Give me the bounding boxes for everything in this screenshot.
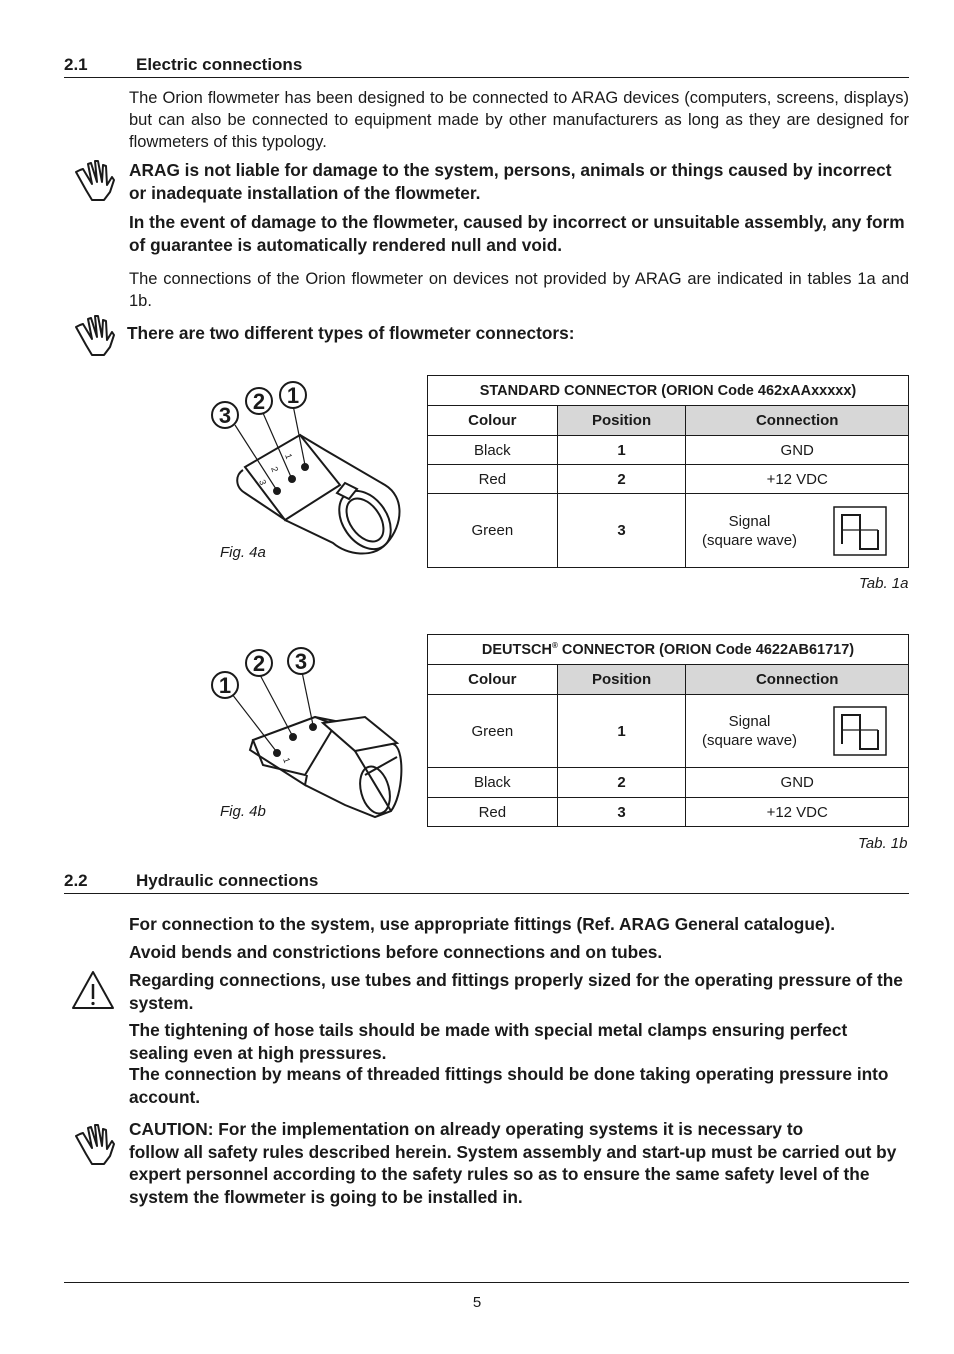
column-header-connection: Connection bbox=[686, 665, 909, 695]
caution-rest: follow all safety rules described herein. System assembly and start-up must be carried out by expert personnel according to the safety rules so as to ensure the same safety level of the system the flowmeter is going to be installed in. bbox=[129, 1141, 897, 1207]
standard-connector-table bbox=[427, 375, 909, 568]
pin-label-3: 3 bbox=[257, 478, 269, 487]
svg-text:2: 2 bbox=[252, 651, 266, 676]
caution-line-1: CAUTION: For the implementation on already operating systems it is necessary to bbox=[129, 1119, 804, 1139]
pin-label-2: 2 bbox=[269, 465, 281, 474]
cell-position: 3 bbox=[557, 798, 686, 827]
warning-triangle-icon bbox=[70, 969, 116, 1011]
column-header-colour: Colour bbox=[428, 665, 558, 695]
column-header-colour: Colour bbox=[428, 406, 558, 436]
svg-text:3: 3 bbox=[218, 403, 232, 428]
callout-3 bbox=[288, 648, 314, 674]
liability-warning: ARAG is not liable for damage to the system, persons, animals or things caused by incorrect or inadequate installation of the flowmeter. bbox=[129, 160, 892, 203]
pin-label-1: 1 bbox=[281, 756, 293, 765]
sizing-warning: Regarding connections, use tubes and fittings properly sized for the operating pressure of the system. bbox=[129, 970, 903, 1013]
section-number: 2.1 bbox=[64, 55, 88, 74]
svg-text:2: 2 bbox=[252, 389, 266, 414]
footer-rule bbox=[64, 1282, 909, 1283]
fig-4b-caption: Fig. 4b bbox=[220, 803, 266, 820]
cell-colour: Red bbox=[428, 465, 558, 494]
section-title: Electric connections bbox=[136, 55, 303, 74]
svg-text:1: 1 bbox=[286, 383, 300, 408]
table-1a-caption: Tab. 1a bbox=[859, 575, 909, 592]
column-header-connection: Connection bbox=[686, 406, 909, 436]
caution-paragraph bbox=[129, 1118, 909, 1208]
connector-types-note: There are two different types of flowmeter connectors: bbox=[127, 323, 575, 343]
square-wave-icon bbox=[833, 706, 887, 756]
callout-1 bbox=[280, 382, 306, 408]
callout-2 bbox=[246, 650, 272, 676]
hose-clamps-warning: The tightening of hose tails should be made with special metal clamps ensuring perfect sealing even at high pressures. bbox=[129, 1020, 848, 1063]
cell-colour: Black bbox=[428, 768, 558, 798]
fig-4a-caption: Fig. 4a bbox=[220, 544, 266, 561]
bends-instruction: Avoid bends and constrictions before connections and on tubes. bbox=[129, 942, 663, 962]
cell-connection: +12 VDC bbox=[686, 465, 909, 494]
cell-colour: Black bbox=[428, 436, 558, 465]
table-row bbox=[428, 436, 909, 465]
table-row bbox=[428, 695, 909, 768]
square-wave-cell bbox=[813, 695, 909, 768]
section-heading-2-1 bbox=[64, 55, 909, 78]
cell-colour: Green bbox=[428, 695, 558, 768]
cell-connection: Signal (square wave) bbox=[686, 695, 813, 768]
section-number: 2.2 bbox=[64, 871, 88, 890]
standard-connector-illustration bbox=[205, 375, 415, 565]
cell-colour: Green bbox=[428, 494, 558, 568]
cell-connection: +12 VDC bbox=[686, 798, 909, 827]
cell-connection: GND bbox=[686, 436, 909, 465]
page-number: 5 bbox=[472, 1294, 482, 1311]
table-row bbox=[428, 768, 909, 798]
column-header-position: Position bbox=[557, 665, 686, 695]
fittings-instruction: For connection to the system, use appropriate fittings (Ref. ARAG General catalogue). bbox=[129, 914, 836, 934]
svg-text:1: 1 bbox=[218, 673, 232, 698]
table-title: DEUTSCH® CONNECTOR (ORION Code 4622AB61717) bbox=[428, 635, 909, 665]
intro-paragraph: The Orion flowmeter has been designed to be connected to ARAG devices (computers, screens, displays) but can also be connected to equipment made by other manufacturers as long as they are designed for flowmeters of this typology. bbox=[129, 89, 909, 151]
callout-2 bbox=[246, 388, 272, 414]
cell-connection: GND bbox=[686, 768, 909, 798]
deutsch-connector-table bbox=[427, 634, 909, 827]
svg-text:3: 3 bbox=[294, 649, 308, 674]
hand-caution-icon bbox=[70, 158, 118, 204]
cell-colour: Red bbox=[428, 798, 558, 827]
column-header-position: Position bbox=[557, 406, 686, 436]
table-row bbox=[428, 798, 909, 827]
table-row bbox=[428, 465, 909, 494]
guarantee-warning: In the event of damage to the flowmeter, caused by incorrect or unsuitable assembly, any form of guarantee is automatically rendered null and void. bbox=[129, 212, 905, 255]
deutsch-connector-illustration bbox=[205, 645, 415, 820]
cell-position: 1 bbox=[557, 695, 686, 768]
cell-position: 2 bbox=[557, 768, 686, 798]
threaded-fittings-warning: The connection by means of threaded fittings should be done taking operating pressure into account. bbox=[129, 1064, 889, 1107]
table-row bbox=[428, 494, 909, 568]
cell-position: 3 bbox=[557, 494, 686, 568]
cell-position: 1 bbox=[557, 436, 686, 465]
callout-1 bbox=[212, 672, 238, 698]
section-title: Hydraulic connections bbox=[136, 871, 319, 890]
hand-caution-icon bbox=[70, 1122, 118, 1168]
square-wave-cell bbox=[813, 494, 909, 568]
callout-3 bbox=[212, 402, 238, 428]
cell-connection: Signal (square wave) bbox=[686, 494, 813, 568]
section-heading-2-2 bbox=[64, 871, 909, 894]
table-title: STANDARD CONNECTOR (ORION Code 462xAAxxxxx) bbox=[428, 376, 909, 406]
tables-note: The connections of the Orion flowmeter on devices not provided by ARAG are indicated in tables 1a and 1b. bbox=[129, 270, 909, 310]
cell-position: 2 bbox=[557, 465, 686, 494]
square-wave-icon bbox=[833, 506, 887, 556]
table-1b-caption: Tab. 1b bbox=[858, 835, 908, 852]
hand-note-icon bbox=[70, 313, 118, 359]
pin-label-1: 1 bbox=[283, 452, 295, 461]
